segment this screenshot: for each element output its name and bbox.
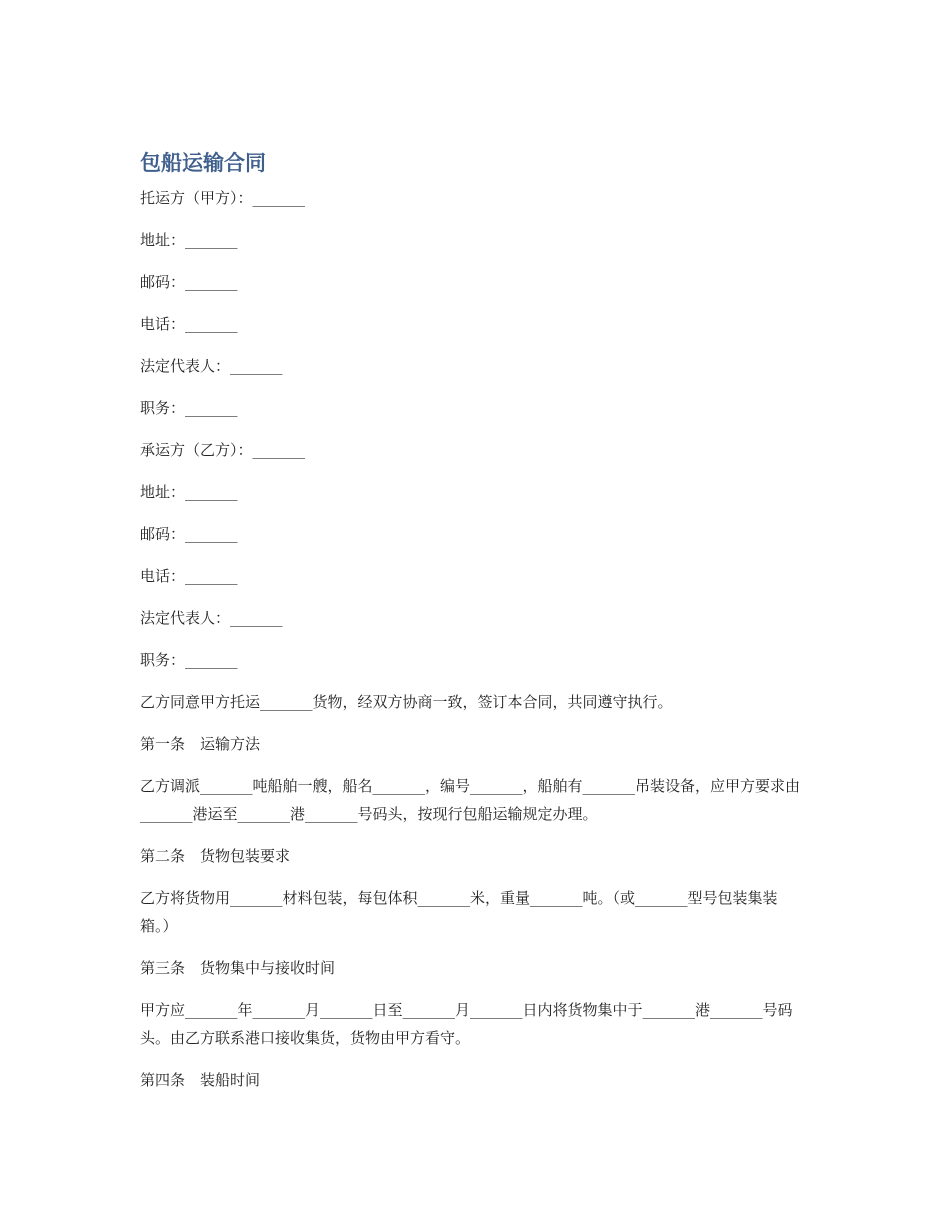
article-4-heading: 第四条 装船时间 xyxy=(140,1071,261,1089)
shipper-position-line: 职务：_______ xyxy=(140,399,238,417)
carrier-party-line: 承运方（乙方）：_______ xyxy=(140,441,306,459)
article-1-heading: 第一条 运输方法 xyxy=(140,735,261,753)
carrier-address-line: 地址：_______ xyxy=(140,483,238,501)
shipper-legal-rep-line: 法定代表人：_______ xyxy=(140,357,283,375)
contract-document xyxy=(140,148,800,1108)
article-3-heading: 第三条 货物集中与接收时间 xyxy=(140,959,336,977)
article-1-body: 乙方调派_______吨船舶一艘，船名_______，编号_______，船舶有_______吊装设备，应甲方要求由_______港运至_______港_______号码头，按现行包船运输规定办理。 xyxy=(140,777,801,823)
shipper-party-line: 托运方（甲方）：_______ xyxy=(140,189,306,207)
carrier-phone-line: 电话：_______ xyxy=(140,567,238,585)
carrier-postcode-line: 邮码：_______ xyxy=(140,525,238,543)
shipper-address-line: 地址：_______ xyxy=(140,231,238,249)
document-title: 包船运输合同 xyxy=(140,151,266,175)
agreement-intro: 乙方同意甲方托运_______货物，经双方协商一致，签订本合同，共同遵守执行。 xyxy=(140,693,673,711)
article-2-heading: 第二条 货物包装要求 xyxy=(140,847,291,865)
article-3-body: 甲方应_______年_______月_______日至_______月_______日内将货物集中于_______港_______号码头。由乙方联系港口接收集货，货物由甲方看守。 xyxy=(140,1001,793,1047)
shipper-postcode-line: 邮码：_______ xyxy=(140,273,238,291)
article-2-body: 乙方将货物用_______材料包装，每包体积_______米，重量_______吨。（或_______型号包装集装箱。） xyxy=(140,889,778,935)
shipper-phone-line: 电话：_______ xyxy=(140,315,238,333)
carrier-position-line: 职务：_______ xyxy=(140,651,238,669)
carrier-legal-rep-line: 法定代表人：_______ xyxy=(140,609,283,627)
